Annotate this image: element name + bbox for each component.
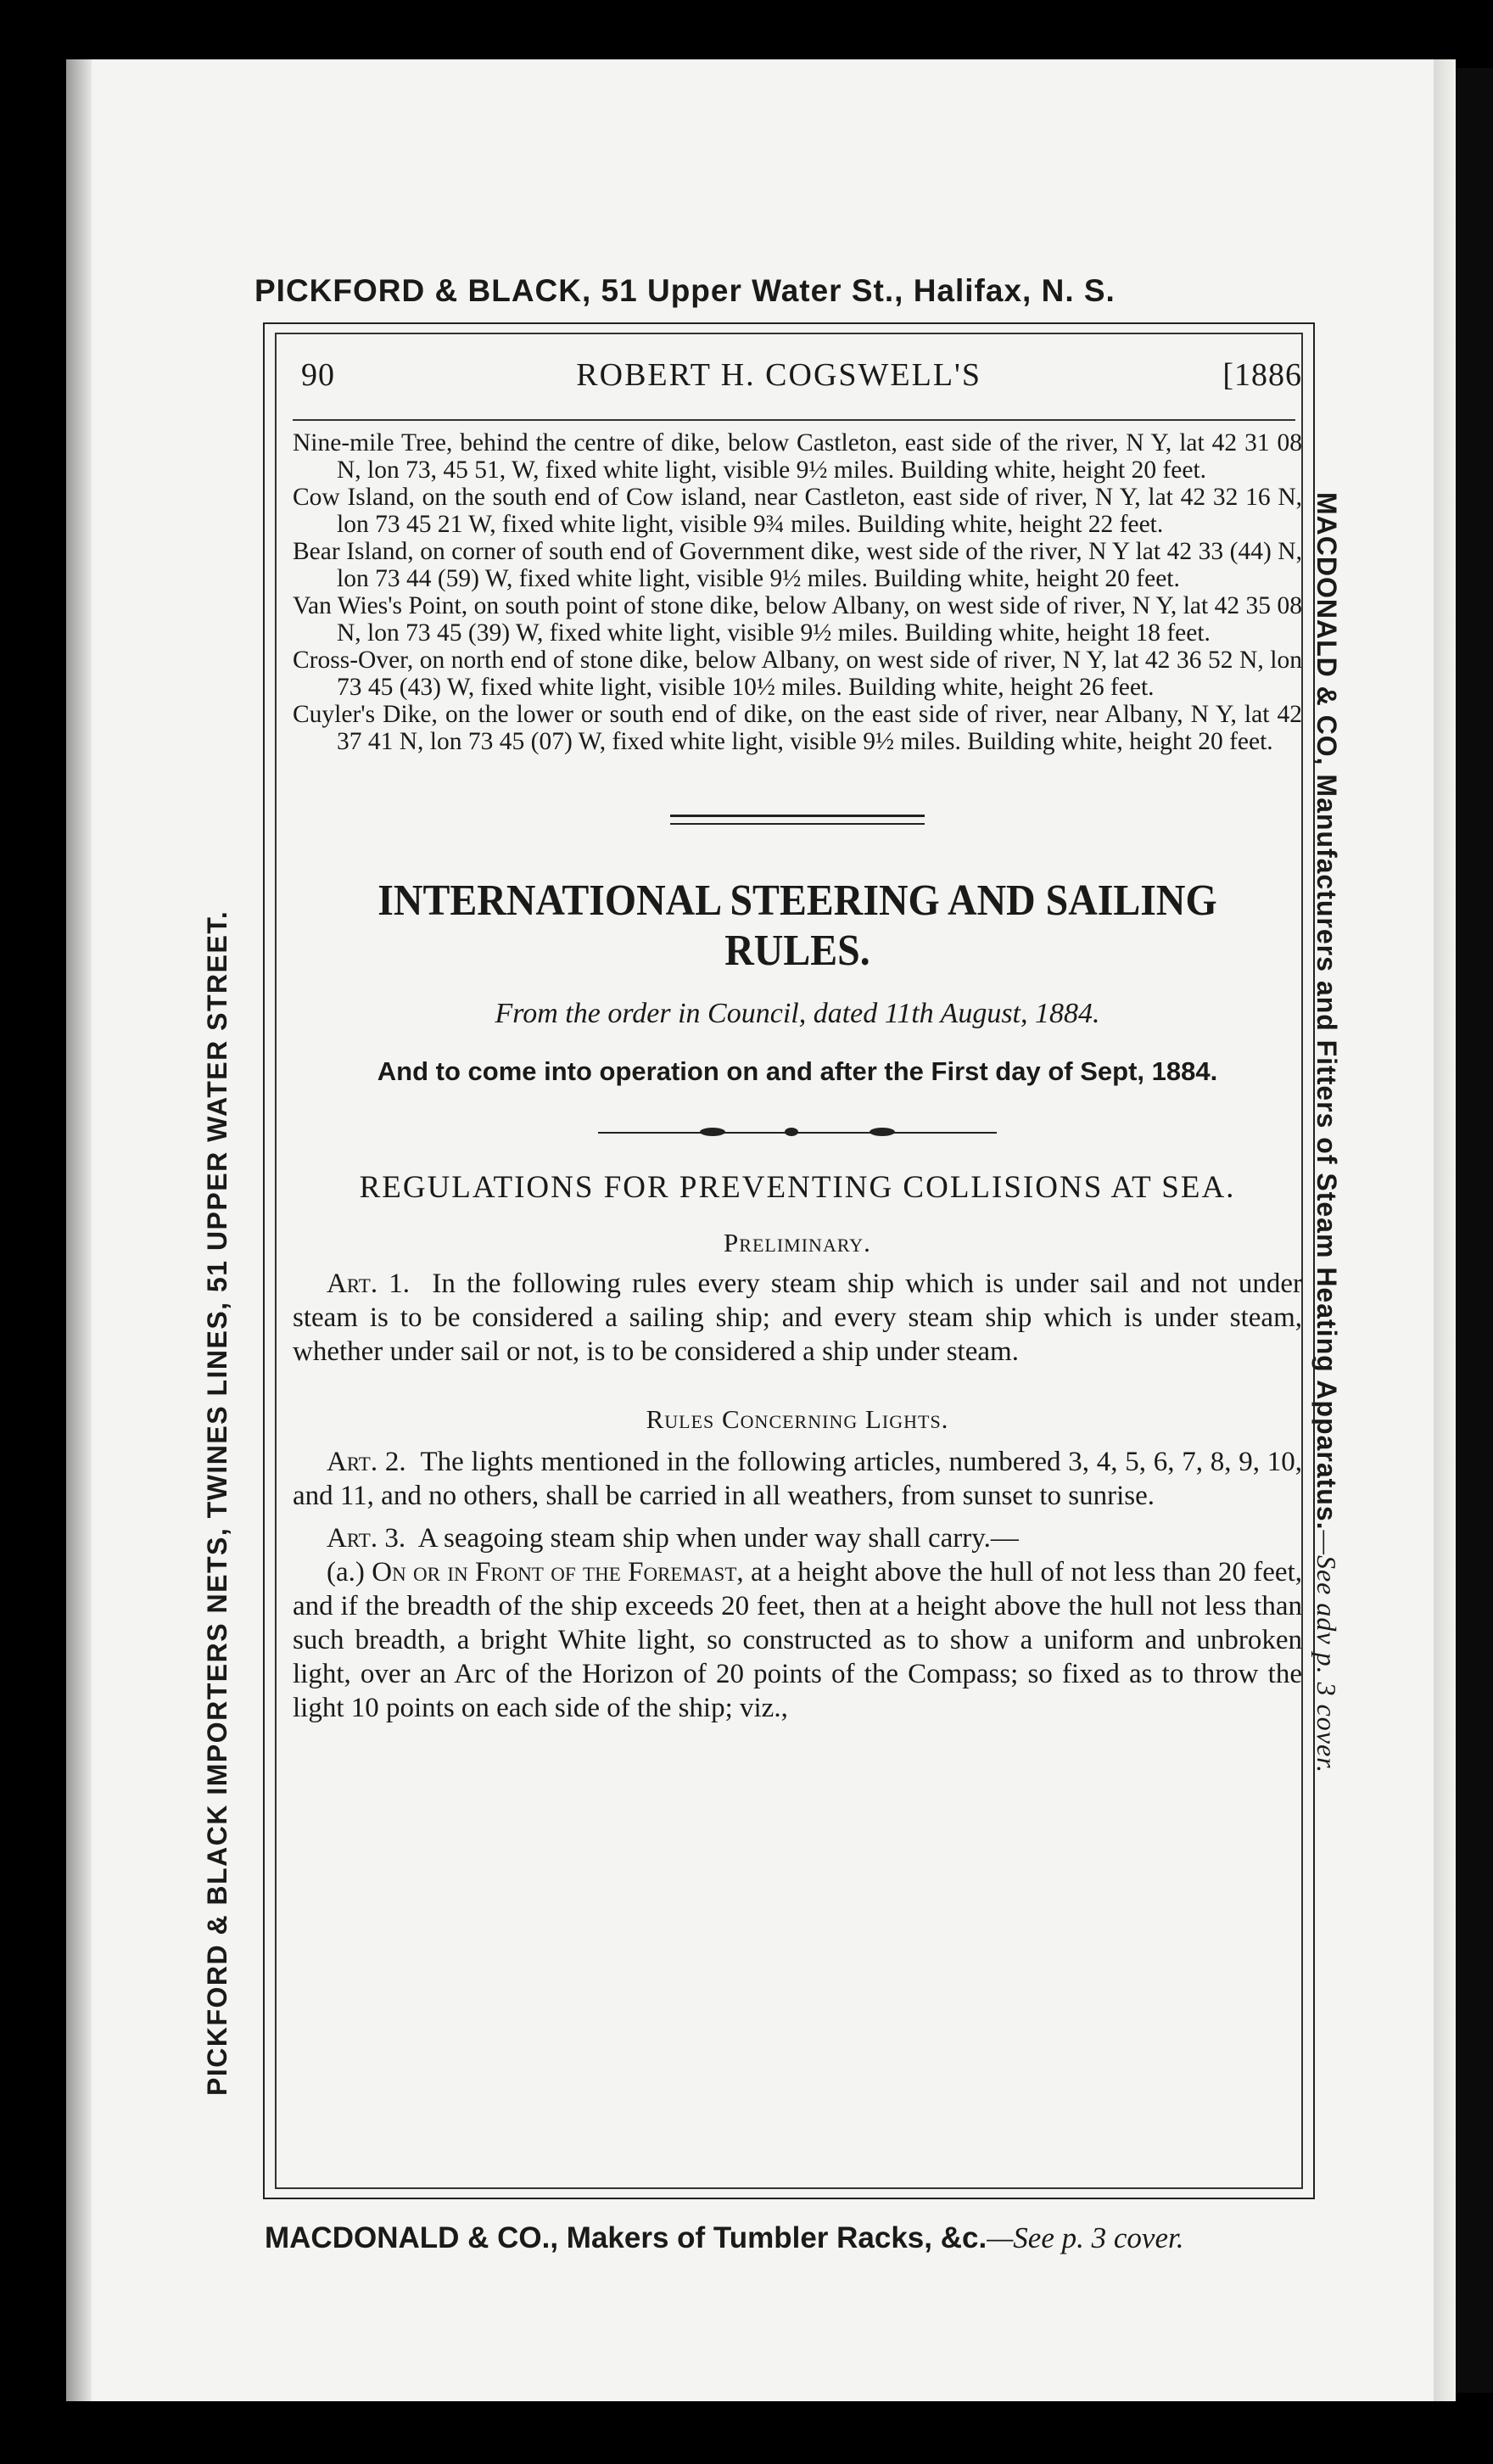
- article-3a-label: (a.): [327, 1557, 365, 1588]
- advert-footer-reference: —See p. 3 cover.: [987, 2221, 1184, 2254]
- lighthouse-entry: Cuyler's Dike, on the lower or south end of dike, on the east side of river, near Albany, N Y, lat 42 37 41 N, lon 73 45 (07) W, fixed white light, visible 9½ miles. Building white, height 20 feet.: [293, 701, 1302, 755]
- ornamental-divider: [598, 1127, 997, 1139]
- article-3-text: A seagoing steam ship when under way shall carry.—: [417, 1523, 1019, 1554]
- rules-title: INTERNATIONAL STEERING AND SAILING RULES.: [377, 876, 1217, 975]
- article-2-text: The lights mentioned in the following articles, numbered 3, 4, 5, 6, 7, 8, 9, 10, and 11, and no others, shall be carried in all weathers, from sunset to sunrise.: [293, 1447, 1302, 1511]
- article-1: [293, 1267, 1302, 1369]
- running-year: [1886: [1222, 357, 1302, 393]
- article-1-label: Art. 1.: [327, 1268, 411, 1299]
- lighthouse-entry: Bear Island, on corner of south end of Government dike, west side of the river, N Y lat 42 33 (44) N, lon 73 44 (59) W, fixed white light, visible 9½ miles. Building white, height 20 feet.: [293, 538, 1302, 592]
- article-2: [293, 1445, 1302, 1513]
- advert-footer-main: MACDONALD & CO., Makers of Tumbler Racks, &c.: [265, 2221, 987, 2254]
- preliminary-heading: Preliminary.: [724, 1228, 871, 1257]
- advert-side-left: PICKFORD & BLACK IMPORTERS NETS, TWINES LINES, 51 UPPER WATER STREET.: [202, 910, 232, 2096]
- rules-notice: And to come into operation on and after the First day of Sept, 1884.: [377, 1056, 1218, 1086]
- rules-subtitle: From the order in Council, dated 11th August, 1884.: [495, 998, 1100, 1029]
- scan-border: [1456, 68, 1493, 2393]
- article-1-text: In the following rules every steam ship which is under sail and not under steam is to be considered a sailing ship; and every steam ship which is under steam, whether under sail or not, is to be considered a ship under steam.: [293, 1268, 1303, 1367]
- lighthouse-entry: Van Wies's Point, on south point of stone dike, below Albany, on west side of river, N Y, lat 42 35 08 N, lon 73 45 (39) W, fixed white light, visible 9½ miles. Building white, height 18 feet.: [293, 592, 1302, 647]
- regulations-heading: REGULATIONS FOR PREVENTING COLLISIONS AT SEA.: [359, 1170, 1236, 1205]
- section-divider: [670, 815, 925, 825]
- article-3a: [293, 1555, 1302, 1725]
- advert-side-right-reference: —See adv p. 3 cover.: [1311, 1530, 1342, 1774]
- rules-body: [293, 1267, 1302, 1725]
- advert-side-right: [1311, 492, 1342, 2087]
- lighthouse-entry: Cow Island, on the south end of Cow island, near Castleton, east side of river, N Y, lat 42 32 16 N, lon 73 45 21 W, fixed white light, visible 9¾ miles. Building white, height 22 feet.: [293, 484, 1302, 538]
- lights-heading: Rules Concerning Lights.: [646, 1404, 949, 1434]
- article-3a-caps: On or in Front of the Foremast,: [372, 1557, 744, 1588]
- article-2-label: Art. 2.: [327, 1447, 406, 1477]
- page-content: [293, 356, 1302, 1725]
- head-rule: [293, 419, 1295, 421]
- running-head: [293, 356, 1302, 394]
- article-3a-text: at a height above the hull of not less than 20 feet, and if the breadth of the ship exceeds 20 feet, then at a height above the hull not less than such breadth, a bright White light, so constructed as to show a uniform and unbroken light, over an Arc of the Horizon of 20 points of the Compass; so fixed as to throw the light 10 points on each side of the ship; viz.,: [293, 1557, 1302, 1723]
- lighthouse-entry: Cross-Over, on north end of stone dike, below Albany, on west side of river, N Y, lat 42 36 52 N, lon 73 45 (43) W, fixed white light, visible 10½ miles. Building white, height 26 feet.: [293, 647, 1302, 701]
- page-edge: [1434, 59, 1456, 2401]
- running-title: ROBERT H. COGSWELL'S: [576, 357, 982, 393]
- advert-footer: [265, 2221, 1334, 2255]
- article-3: [293, 1521, 1302, 1555]
- page-number: 90: [301, 357, 335, 393]
- advert-header: PICKFORD & BLACK, 51 Upper Water St., Halifax, N. S.: [254, 273, 1116, 308]
- page-gutter-shadow: [66, 59, 92, 2401]
- article-3-label: Art. 3.: [327, 1523, 406, 1554]
- advert-side-right-main: MACDONALD & CO, Manufacturers and Fitters of Steam Heating Apparatus.: [1311, 492, 1342, 1531]
- lighthouse-entry: Nine-mile Tree, behind the centre of dike, below Castleton, east side of the river, N Y, lat 42 31 08 N, lon 73, 45 51, W, fixed white light, visible 9½ miles. Building white, height 20 feet.: [293, 429, 1302, 484]
- lighthouse-entries: [293, 429, 1302, 755]
